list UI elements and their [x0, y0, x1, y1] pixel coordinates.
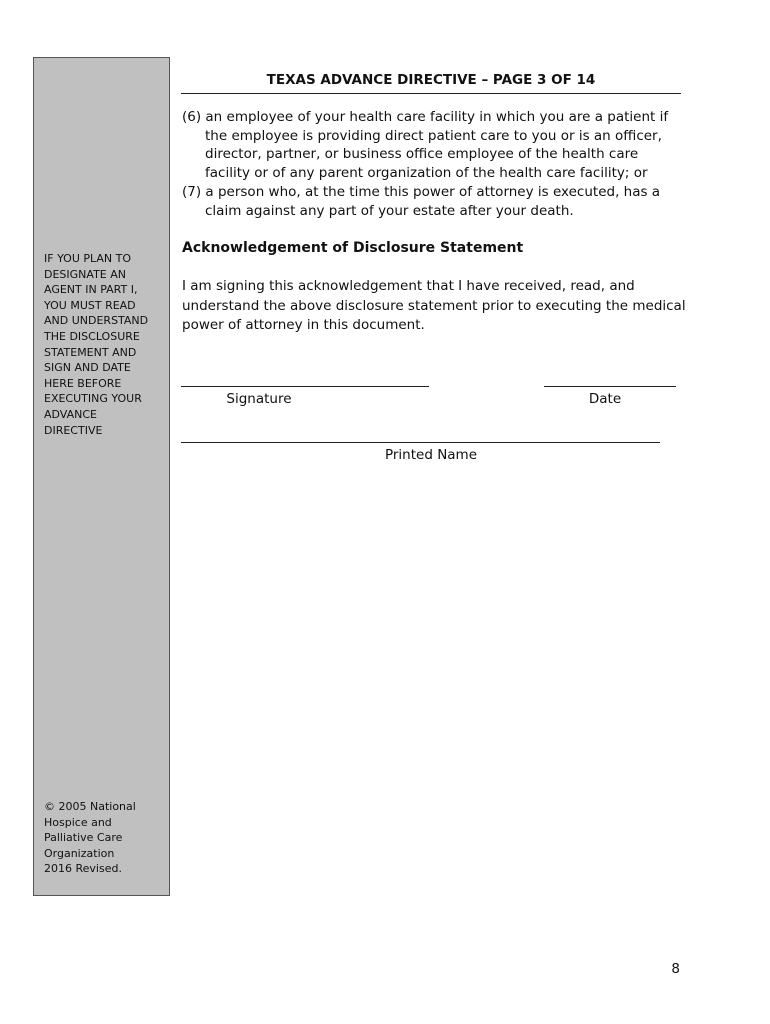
- page-number: 8: [671, 961, 680, 977]
- page-title: TEXAS ADVANCE DIRECTIVE – PAGE 3 OF 14: [266, 72, 596, 88]
- list-item: (7) a person who, at the time this power of attorney is executed, has a claim against any part of your estate after your death.: [182, 183, 661, 219]
- sidebar-margin: [33, 57, 170, 896]
- acknowledgement-text: I am signing this acknowledgement that I have received, read, and understand the above disclosure statement prior to executing the medical power of attorney in this document.: [182, 278, 686, 333]
- date-label: Date: [588, 391, 622, 407]
- copyright-notice: © 2005 National Hospice and Palliative Care Organization 2016 Revised.: [44, 800, 136, 876]
- sidebar-instruction-note: IF YOU PLAN TO DESIGNATE AN AGENT IN PART I, YOU MUST READ AND UNDERSTAND THE DISCLOSURE STATEMENT AND SIGN AND DATE HERE BEFORE EXECUTING YOUR ADVANCE DIRECTIVE: [44, 252, 149, 437]
- list-item: (6) an employee of your health care facility in which you are a patient if the employee is providing direct patient care to you or is an officer, director, partner, or business office employee of the health care facility or of any parent organization of the health care facility; or: [182, 109, 669, 182]
- date-line[interactable]: [544, 386, 676, 387]
- acknowledgement-heading: Acknowledgement of Disclosure Statement: [182, 240, 524, 256]
- printed-name-label: Printed Name: [384, 447, 478, 463]
- printed-name-line[interactable]: [181, 442, 660, 443]
- disqualification-list: [182, 108, 682, 220]
- signature-label: Signature: [226, 391, 292, 407]
- signature-line[interactable]: [181, 386, 429, 387]
- header-divider: [181, 93, 681, 94]
